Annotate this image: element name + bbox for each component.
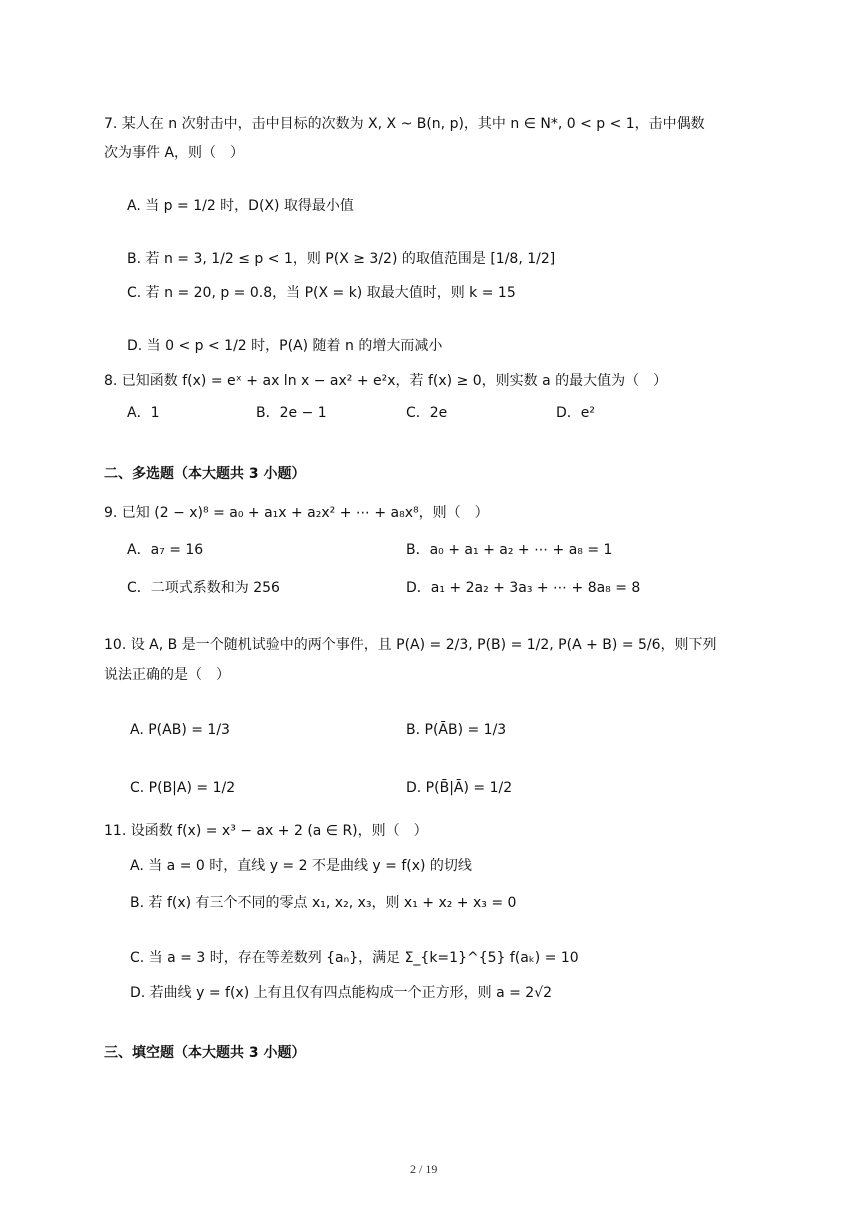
q9-option-a: A．a₇ = 16 — [127, 542, 204, 558]
q8-option-b: B．2e − 1 — [256, 405, 327, 421]
q9-option-b: B．a₀ + a₁ + a₂ + ⋯ + a₈ = 1 — [406, 542, 613, 558]
q7-option-d: D. 当 0 < p < 1/2 时，P(A) 随着 n 的增大而减小 — [127, 338, 443, 354]
page-number: 2 / 19 — [410, 1162, 438, 1176]
q7-option-c: C. 若 n = 20, p = 0.8，当 P(X = k) 取最大值时，则 k = 15 — [127, 285, 516, 301]
q10-option-d: D. P(B̄|Ā) = 1/2 — [406, 780, 513, 796]
q10-option-b: B. P(ĀB) = 1/3 — [406, 722, 507, 738]
q8-option-a: A．1 — [127, 405, 160, 421]
q7-stem-line1: 7. 某人在 n 次射击中，击中目标的次数为 X, X ~ B(n, p)，其中 n ∈ N*, 0 < p < 1，击中偶数 — [104, 116, 705, 132]
q11-option-a: A. 当 a = 0 时，直线 y = 2 不是曲线 y = f(x) 的切线 — [130, 858, 472, 874]
q8-option-c: C．2e — [406, 405, 448, 421]
q7-stem-line2: 次为事件 A，则（ ） — [104, 145, 245, 161]
q7-option-a: A. 当 p = 1/2 时，D(X) 取得最小值 — [127, 198, 354, 214]
q10-stem-line1: 10. 设 A, B 是一个随机试验中的两个事件，且 P(A) = 2/3, P(B) = 1/2, P(A + B) = 5/6，则下列 — [104, 637, 717, 653]
q11-option-d: D. 若曲线 y = f(x) 上有且仅有四点能构成一个正方形，则 a = 2√2 — [130, 985, 553, 1001]
section-heading-fill-blank: 三、填空题（本大题共 3 小题） — [104, 1045, 306, 1061]
q9-stem: 9. 已知 (2 − x)⁸ = a₀ + a₁x + a₂x² + ⋯ + a₈x⁸，则（ ） — [104, 505, 489, 521]
q10-option-c: C. P(B|A) = 1/2 — [130, 780, 236, 796]
q7-option-b: B. 若 n = 3, 1/2 ≤ p < 1，则 P(X ≥ 3/2) 的取值范围是 [1/8, 1/2] — [127, 251, 556, 267]
q8-stem: 8. 已知函数 f(x) = eˣ + ax ln x − ax² + e²x，若 f(x) ≥ 0，则实数 a 的最大值为（ ） — [104, 373, 668, 389]
q8-option-d: D．e² — [556, 405, 596, 421]
q10-option-a: A. P(AB) = 1/3 — [130, 722, 230, 738]
q9-option-c: C．二项式系数和为 256 — [127, 580, 280, 596]
section-heading-multiple-choice: 二、多选题（本大题共 3 小题） — [104, 466, 306, 482]
q11-option-b: B. 若 f(x) 有三个不同的零点 x₁, x₂, x₃，则 x₁ + x₂ + x₃ = 0 — [130, 895, 517, 911]
q9-option-d: D．a₁ + 2a₂ + 3a₃ + ⋯ + 8a₈ = 8 — [406, 580, 641, 596]
q11-stem: 11. 设函数 f(x) = x³ − ax + 2 (a ∈ R)，则（ ） — [104, 823, 428, 839]
q11-option-c: C. 当 a = 3 时，存在等差数列 {aₙ}，满足 Σ_{k=1}^{5} f(aₖ) = 10 — [130, 950, 579, 966]
q10-stem-line2: 说法正确的是（ ） — [104, 667, 230, 683]
